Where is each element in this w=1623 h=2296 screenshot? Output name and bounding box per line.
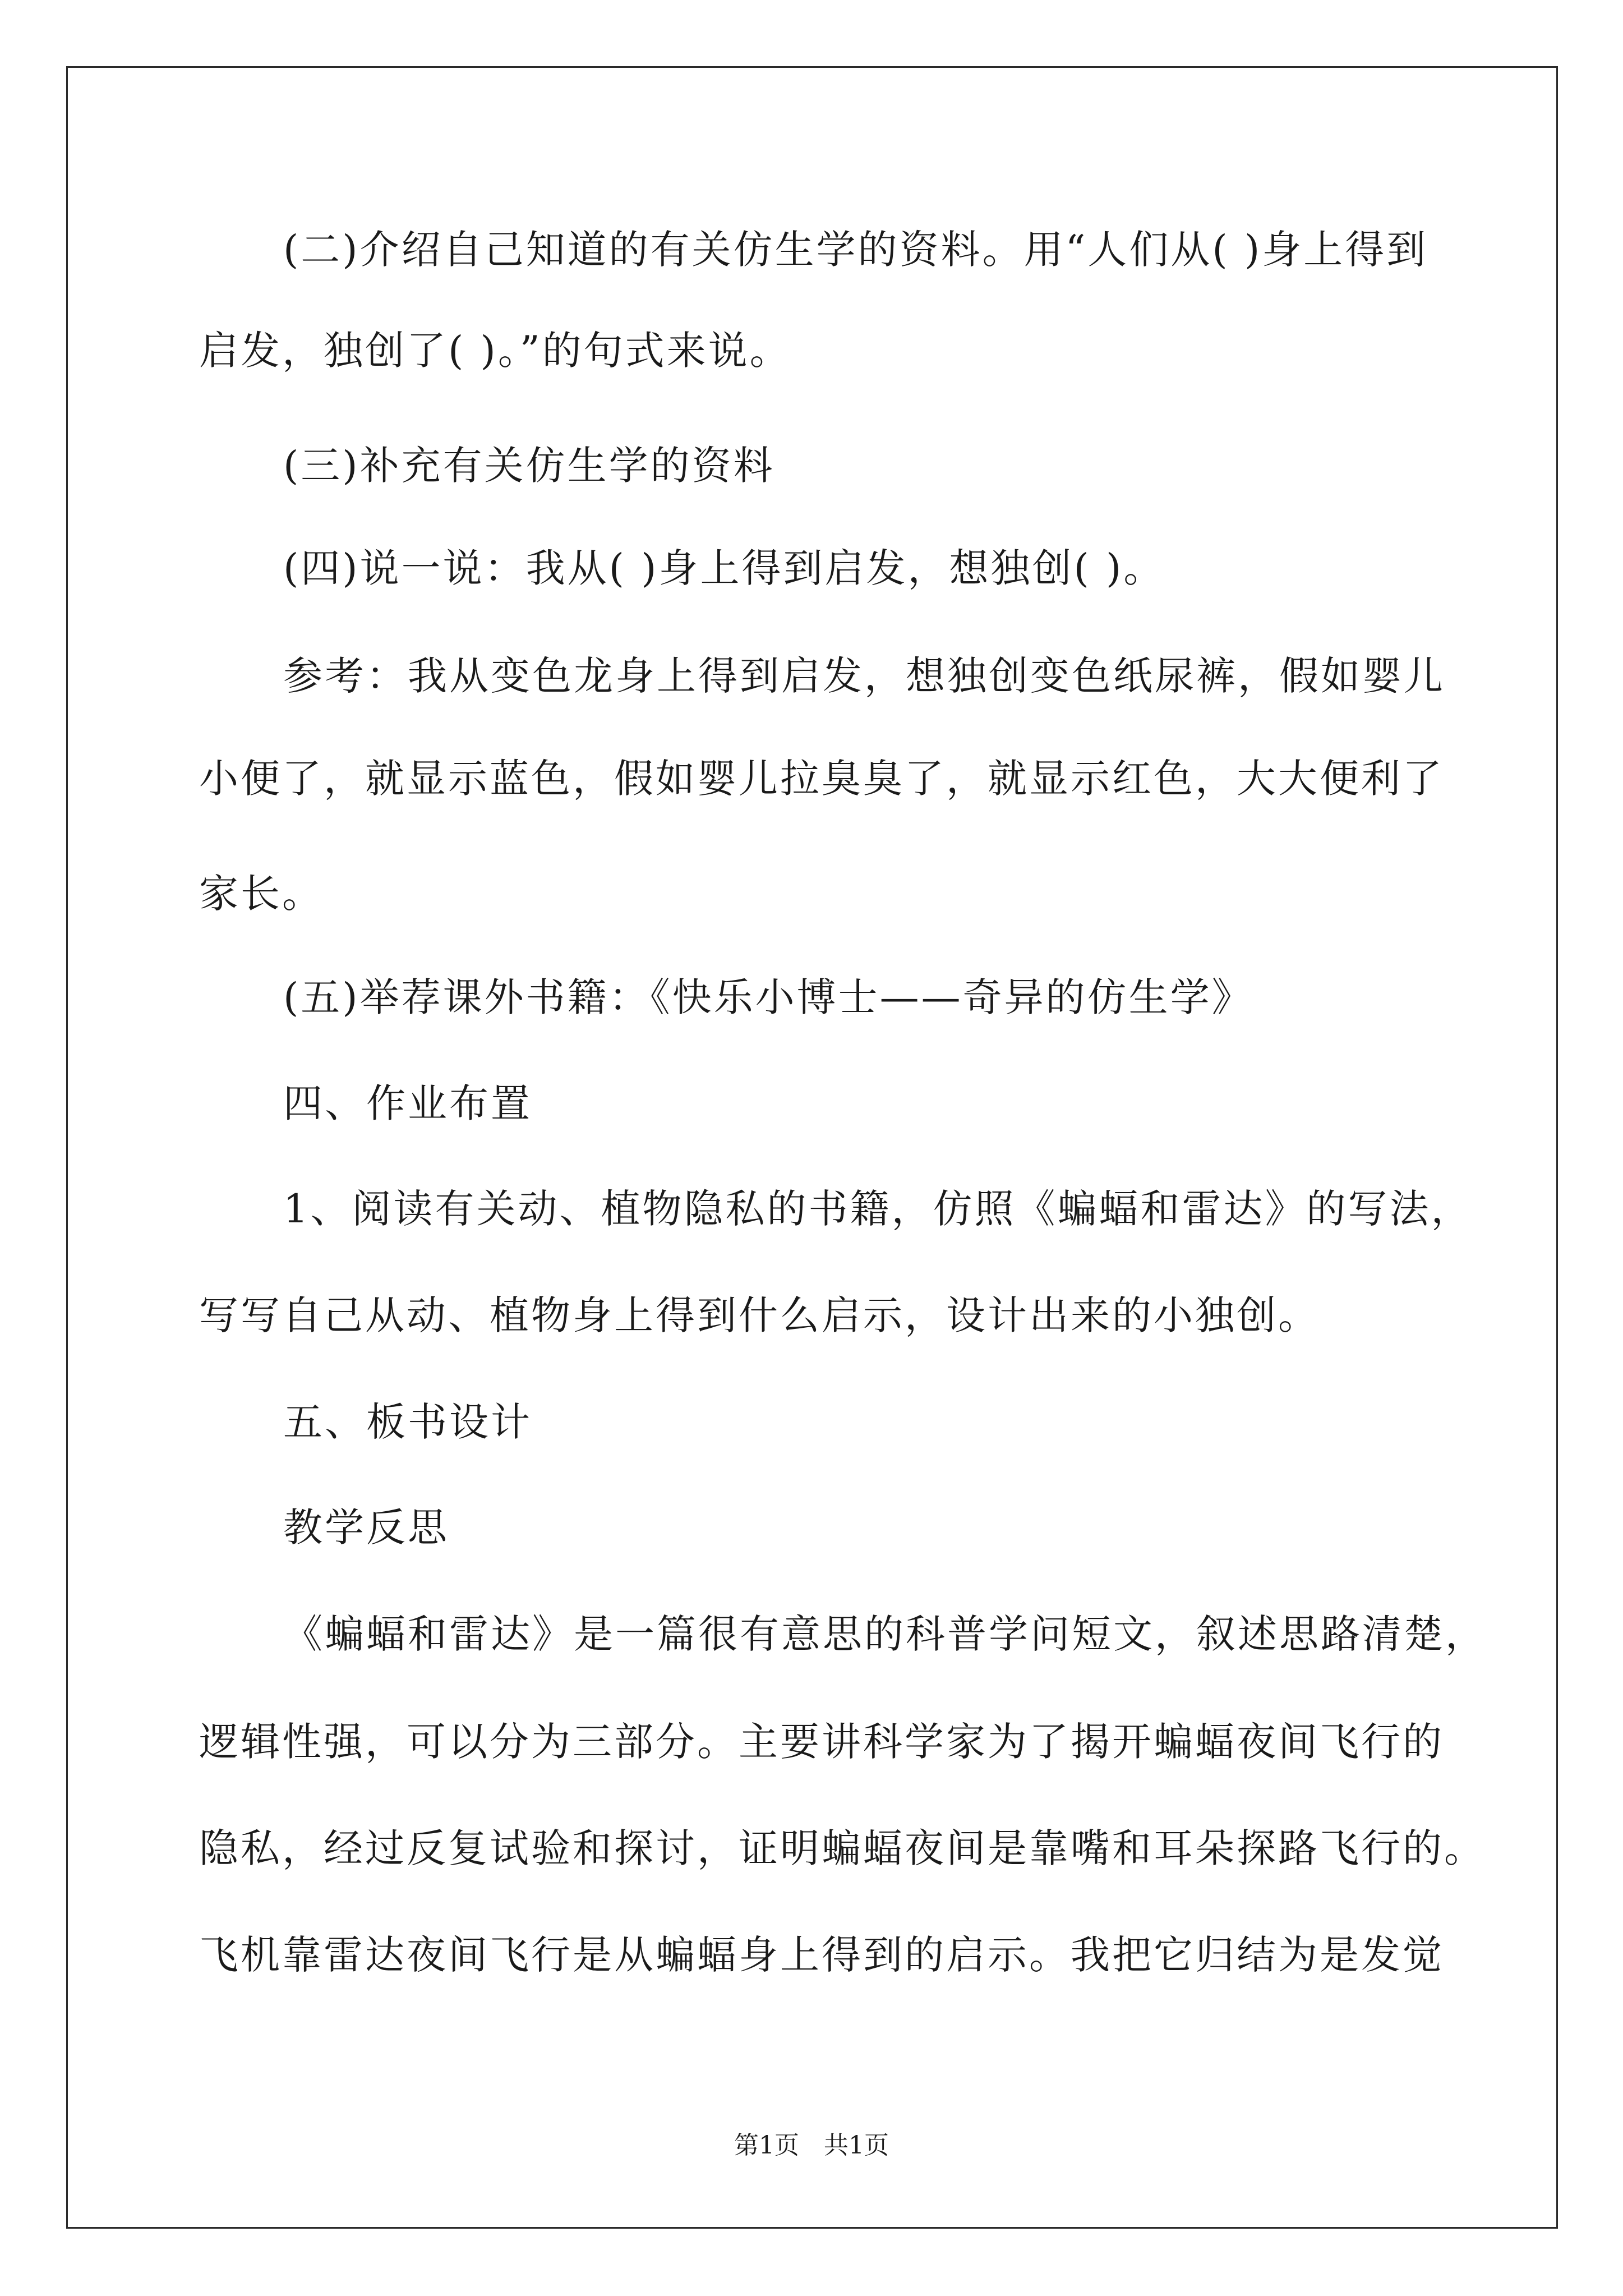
paragraph-line: 逻辑性强，可以分为三部分。主要讲科学家为了揭开蝙蝠夜间飞行的 <box>199 1719 1444 1765</box>
section-heading: 五、板书设计 <box>283 1399 532 1445</box>
paragraph-line: 《蝙蝠和雷达》是一篇很有意思的科普学问短文，叙述思路清楚， <box>283 1611 1487 1657</box>
paragraph-line: 1、阅读有关动、植物隐私的书籍，仿照《蝙蝠和雷达》的写法， <box>283 1186 1473 1232</box>
paragraph-line: 启发，独创了( )。”的句式来说。 <box>199 328 791 374</box>
section-heading: 四、作业布置 <box>283 1080 532 1126</box>
paragraph-line: 隐私，经过反复试验和探讨，证明蝙蝠夜间是靠嘴和耳朵探路飞行的。 <box>199 1825 1486 1871</box>
section-heading: 教学反思 <box>283 1504 449 1550</box>
paragraph-line: (四)说一说：我从( )身上得到启发，想独创( )。 <box>283 545 1165 591</box>
paragraph-line: (二)介绍自己知道的有关仿生学的资料。用“人们从( )身上得到 <box>283 227 1428 273</box>
paragraph-line: 飞机靠雷达夜间飞行是从蝙蝠身上得到的启示。我把它归结为是发觉 <box>199 1932 1444 1978</box>
paragraph-line: 参考：我从变色龙身上得到启发，想独创变色纸尿裤，假如婴儿 <box>283 653 1445 699</box>
paragraph-line: 小便了，就显示蓝色，假如婴儿拉臭臭了，就显示红色，大大便利了 <box>199 756 1444 802</box>
paragraph-line: (五)举荐课外书籍：《快乐小博士——奇异的仿生学》 <box>283 974 1253 1020</box>
page-number-footer: 第1页 共1页 <box>734 2131 889 2160</box>
paragraph-line: (三)补充有关仿生学的资料 <box>283 443 775 489</box>
page-border <box>66 66 1558 2229</box>
paragraph-line: 写写自己从动、植物身上得到什么启示，设计出来的小独创。 <box>199 1292 1320 1338</box>
paragraph-line: 家长。 <box>199 871 324 917</box>
